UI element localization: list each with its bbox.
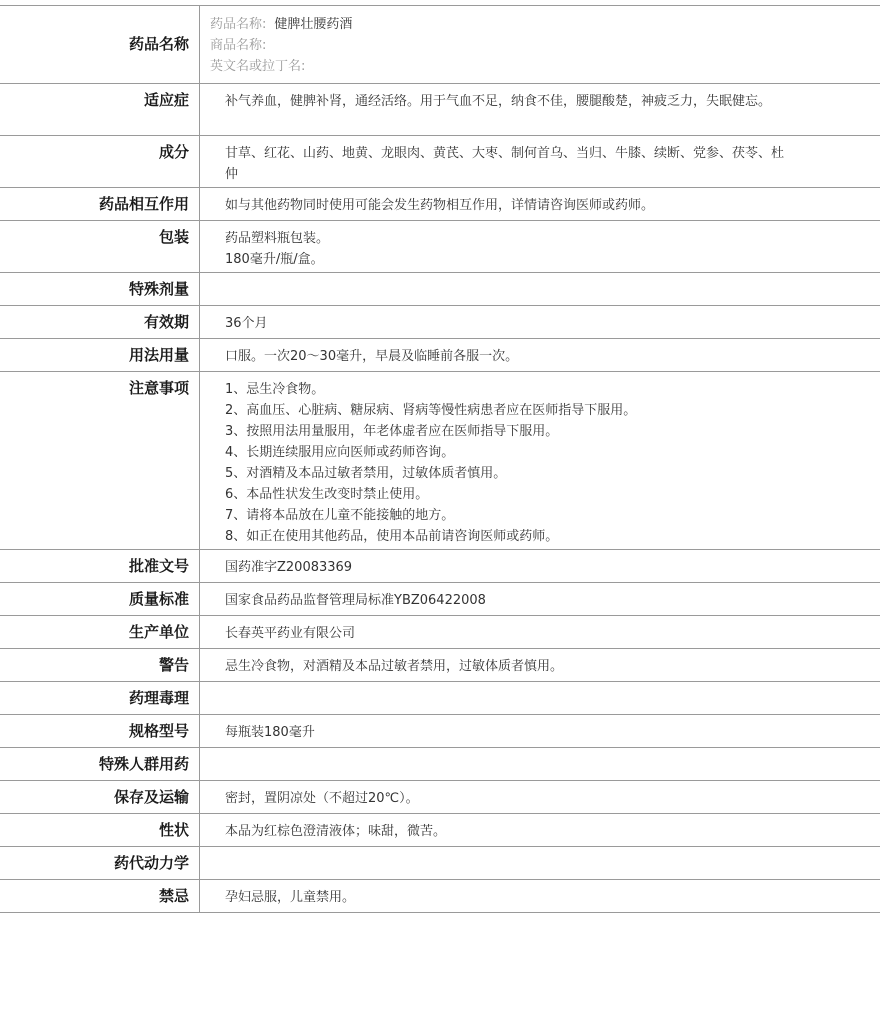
row-value xyxy=(200,583,880,615)
drug-name-key: 药品名称: xyxy=(210,17,267,32)
value-line: 长春英平药业有限公司 xyxy=(225,626,356,641)
row-value xyxy=(200,136,880,187)
value-line: 国家食品药品监督管理局标准YBZ06422008 xyxy=(225,593,486,608)
row-value xyxy=(200,847,880,879)
english-name-key: 英文名或拉丁名: xyxy=(210,59,306,74)
row-label: 药代动力学 xyxy=(0,847,200,879)
row-label: 用法用量 xyxy=(0,339,200,371)
row-specification xyxy=(0,715,880,748)
row-approval-number xyxy=(0,550,880,583)
drug-info-rows xyxy=(0,84,880,913)
row-label: 特殊人群用药 xyxy=(0,748,200,780)
row-label: 包装 xyxy=(0,221,200,272)
row-manufacturer xyxy=(0,616,880,649)
value-line: 1、忌生冷食物。 xyxy=(225,382,325,397)
row-value xyxy=(200,339,880,371)
row-description xyxy=(0,814,880,847)
row-value xyxy=(200,6,880,83)
row-contraindications xyxy=(0,880,880,913)
row-usage-dosage xyxy=(0,339,880,372)
value-line: 7、请将本品放在儿童不能接触的地方。 xyxy=(225,508,455,523)
row-value xyxy=(200,781,880,813)
row-label: 特殊剂量 xyxy=(0,273,200,305)
row-label: 生产单位 xyxy=(0,616,200,648)
english-name-line xyxy=(210,56,870,77)
value-line: 3、按照用法用量服用，年老体虚者应在医师指导下服用。 xyxy=(225,424,559,439)
row-value xyxy=(200,188,880,220)
row-value xyxy=(200,715,880,747)
drug-name-line xyxy=(210,14,870,35)
row-label: 性状 xyxy=(0,814,200,846)
row-pharmacokinetics xyxy=(0,847,880,880)
row-value xyxy=(200,748,880,780)
row-label: 规格型号 xyxy=(0,715,200,747)
row-special-populations xyxy=(0,748,880,781)
value-line: 甘草、红花、山药、地黄、龙眼肉、黄芪、大枣、制何首乌、当归、牛膝、续断、党参、茯苓、杜仲 xyxy=(225,146,785,182)
value-line: 180毫升/瓶/盒。 xyxy=(225,252,324,267)
row-shelf-life xyxy=(0,306,880,339)
row-storage-transport xyxy=(0,781,880,814)
row-quality-standard xyxy=(0,583,880,616)
value-line: 国药准字Z20083369 xyxy=(225,560,353,575)
row-value xyxy=(200,649,880,681)
trade-name-key: 商品名称: xyxy=(210,38,267,53)
row-precautions xyxy=(0,372,880,550)
row-label: 禁忌 xyxy=(0,880,200,912)
value-line: 如与其他药物同时使用可能会发生药物相互作用，详情请咨询医师或药师。 xyxy=(225,198,655,213)
row-value xyxy=(200,273,880,305)
value-line: 口服。一次20～30毫升，早晨及临睡前各服一次。 xyxy=(225,349,519,364)
row-label: 质量标准 xyxy=(0,583,200,615)
value-line: 药品塑料瓶包装。 xyxy=(225,231,330,246)
row-label: 有效期 xyxy=(0,306,200,338)
row-value xyxy=(200,616,880,648)
drug-info-table xyxy=(0,5,880,913)
row-value xyxy=(200,306,880,338)
row-drug-names xyxy=(0,6,880,84)
row-label: 药品名称 xyxy=(0,6,200,83)
row-label: 药品相互作用 xyxy=(0,188,200,220)
drug-name-value: 健脾壮腰药酒 xyxy=(274,17,353,32)
value-line: 补气养血，健脾补肾，通经活络。用于气血不足，纳食不佳，腰腿酸楚，神疲乏力，失眠健忘。 xyxy=(225,94,772,109)
row-value xyxy=(200,682,880,714)
row-label: 警告 xyxy=(0,649,200,681)
row-special-dosage xyxy=(0,273,880,306)
value-line: 孕妇忌服，儿童禁用。 xyxy=(225,890,356,905)
row-label: 适应症 xyxy=(0,84,200,135)
trade-name-line xyxy=(210,35,870,56)
row-value xyxy=(200,84,880,135)
value-line: 36个月 xyxy=(225,316,268,331)
row-value xyxy=(200,814,880,846)
row-warning xyxy=(0,649,880,682)
row-drug-interactions xyxy=(0,188,880,221)
value-line: 每瓶装180毫升 xyxy=(225,725,315,740)
value-line: 4、长期连续服用应向医师或药师咨询。 xyxy=(225,445,455,460)
value-line: 6、本品性状发生改变时禁止使用。 xyxy=(225,487,429,502)
row-value xyxy=(200,372,880,549)
value-line: 本品为红棕色澄清液体；味甜，微苦。 xyxy=(225,824,447,839)
value-line: 2、高血压、心脏病、糖尿病、肾病等慢性病患者应在医师指导下服用。 xyxy=(225,403,637,418)
row-indications xyxy=(0,84,880,136)
value-line: 密封，置阴凉处（不超过20℃）。 xyxy=(225,791,419,806)
row-label: 保存及运输 xyxy=(0,781,200,813)
row-label: 药理毒理 xyxy=(0,682,200,714)
row-label: 批准文号 xyxy=(0,550,200,582)
row-label: 成分 xyxy=(0,136,200,187)
value-line: 忌生冷食物，对酒精及本品过敏者禁用，过敏体质者慎用。 xyxy=(225,659,564,674)
row-ingredients xyxy=(0,136,880,188)
value-line: 5、对酒精及本品过敏者禁用，过敏体质者慎用。 xyxy=(225,466,507,481)
row-value xyxy=(200,221,880,272)
row-value xyxy=(200,880,880,912)
row-label: 注意事项 xyxy=(0,372,200,549)
row-value xyxy=(200,550,880,582)
value-line: 8、如正在使用其他药品，使用本品前请咨询医师或药师。 xyxy=(225,529,559,544)
row-packaging xyxy=(0,221,880,273)
row-pharmacology-toxicology xyxy=(0,682,880,715)
